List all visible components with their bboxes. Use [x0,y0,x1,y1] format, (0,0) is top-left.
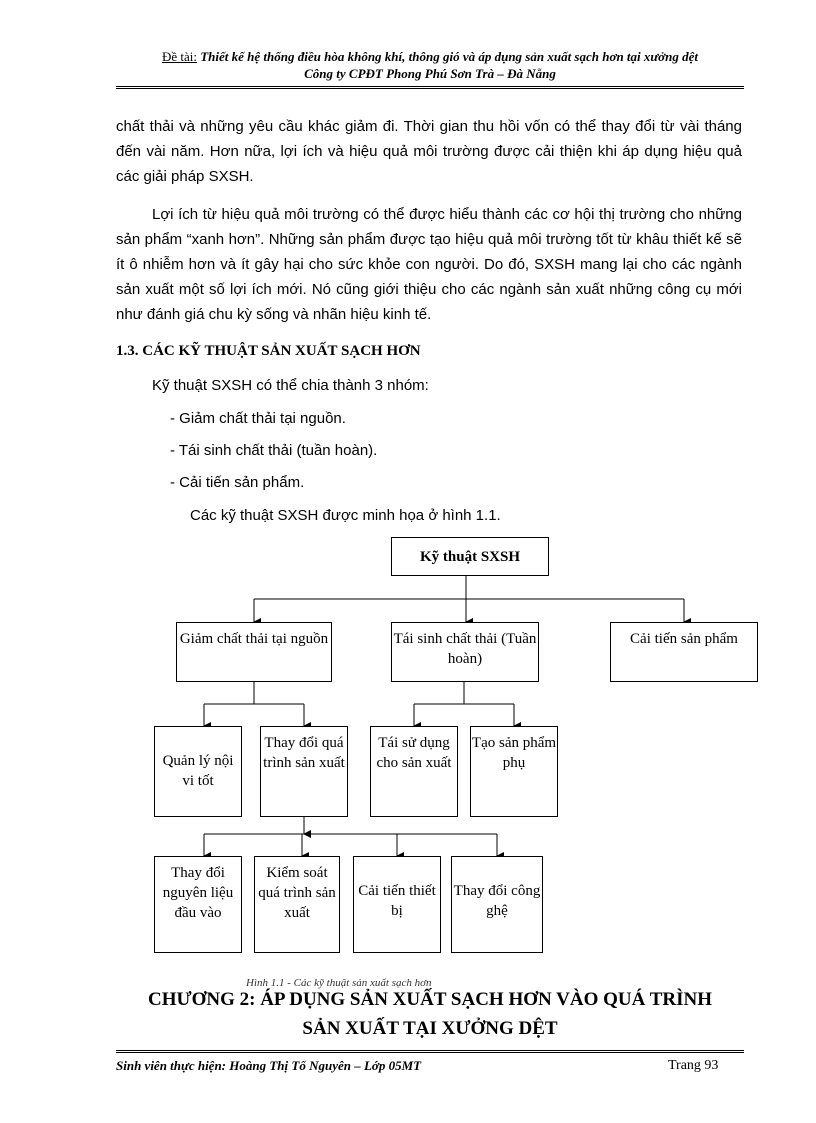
box-cai-tien-san-pham: Cải tiến sản phẩm [610,622,758,682]
bullet-3: - Cải tiến sản phẩm. [170,474,305,491]
box-kiem-soat-qua-trinh: Kiểm soát quá trình sản xuất [254,856,340,953]
box-giam-chat-thai: Giảm chất thải tại nguồn [176,622,332,682]
chapter-heading [116,985,744,1043]
paragraph-2: Lợi ích từ hiệu quả môi trường có thể được hiểu thành các cơ hội thị trường cho những sản phẩm “xanh hơn”. Những sản phẩm được tạo hiệu quả môi trường tốt từ khâu thiết kế sẽ ít ô nhiễm hơn và ít gây hại cho sức khỏe con người. Do đó, SXSH mang lại cho các ngành sản xuất một số lợi ích mới. Nó cũng giới thiệu cho các ngành sản xuất những công cụ mới như đánh giá chu kỳ sống và nhãn hiệu kinh tế. [116,206,742,323]
diagram-root: Kỹ thuật SXSH [391,537,549,576]
page-number: Trang 93 [668,1058,719,1073]
bullet-2: - Tái sinh chất thải (tuần hoàn). [170,442,378,459]
box-tai-su-dung: Tái sử dụng cho sản xuất [370,726,458,817]
section-heading: 1.3. CÁC KỸ THUẬT SẢN XUẤT SẠCH HƠN [116,343,421,359]
box-thay-doi-nguyen-lieu: Thay đổi nguyên liệu đầu vào [154,856,242,953]
header-title-line2: Công ty CPĐT Phong Phú Sơn Trà – Đà Nẵng [304,66,556,81]
chapter-line1: CHƯƠNG 2: ÁP DỤNG SẢN XUẤT SẠCH HƠN VÀO QUÁ TRÌNH [147,989,713,1010]
box-thay-doi-cong-nghe: Thay đổi công ghệ [451,856,543,953]
figure-caption: Hình 1.1 - Các kỹ thuật sản xuất sạch hơn [246,977,432,989]
bullet-1: - Giảm chất thải tại nguồn. [170,410,346,427]
box-cai-tien-thiet-bi: Cải tiến thiết bị [353,856,441,953]
header-title-line1: Thiết kế hệ thống điều hòa không khí, thông gió và áp dụng sản xuất sạch hơn tại xưởng dệt [200,49,699,64]
figure-reference: Các kỹ thuật SXSH được minh họa ở hình 1.1. [190,507,501,524]
box-quan-ly-noi-vi: Quản lý nội vi tốt [154,726,242,817]
box-thay-doi-qua-trinh: Thay đổi quá trình sản xuất [260,726,348,817]
chapter-line2: SẢN XUẤT TẠI XƯỞNG DỆT [302,1018,558,1039]
intro-line: Kỹ thuật SXSH có thể chia thành 3 nhóm: [152,377,429,394]
box-tai-sinh-chat-thai: Tái sinh chất thải (Tuần hoàn) [391,622,539,682]
header-label: Đề tài: [161,49,197,64]
footer-author: Sinh viên thực hiện: Hoàng Thị Tố Nguyên – Lớp 05MT [116,1058,422,1073]
paragraph-1: chất thải và những yêu cầu khác giảm đi. Thời gian thu hồi vốn có thể thay đổi từ vài tháng đến vài năm. Hơn nữa, lợi ích và hiệu quả môi trường được cải thiện khi áp dụng hiệu quả các giải pháp SXSH. [116,118,742,185]
footer-rule [116,1050,744,1053]
box-tao-san-pham-phu: Tạo sản phẩm phụ [470,726,558,817]
